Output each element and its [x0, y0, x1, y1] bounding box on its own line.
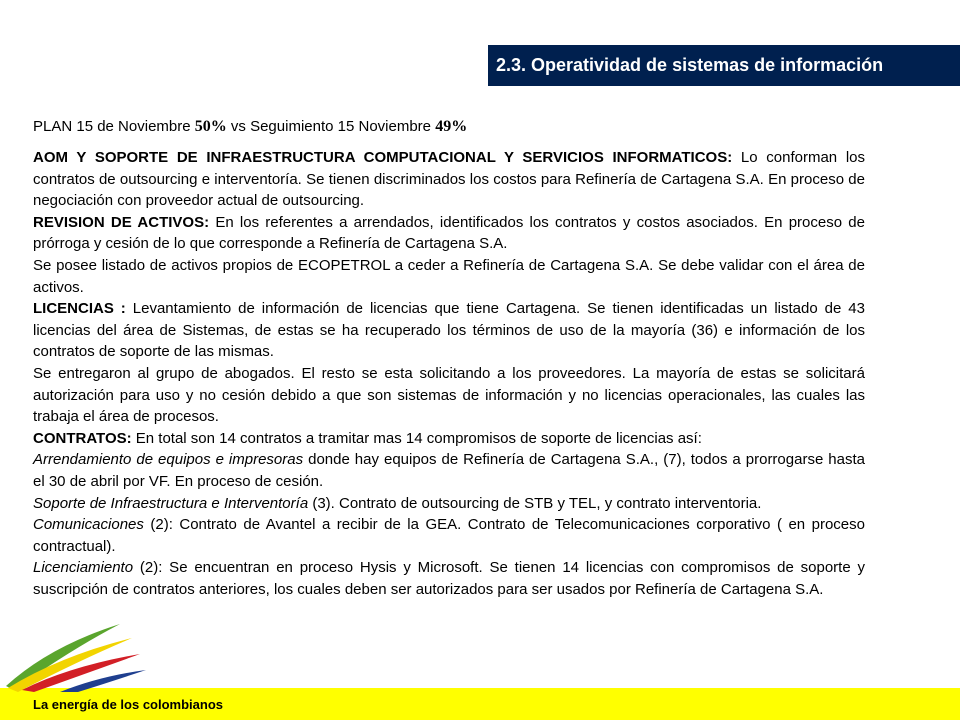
body-text	[33, 147, 865, 600]
abogados-paragraph	[33, 363, 865, 428]
aom-text: Lo conforman los contratos de outsourcing e interventoría. Se tienen discriminados los costos para Refinería de Cartagena S.A. En proceso de negociación con proveedor actual de outsourcing.	[33, 149, 866, 210]
revision-heading: REVISION DE ACTIVOS:	[33, 213, 210, 231]
ecopetrol-logo-icon	[0, 616, 150, 692]
seguimiento-percent: 49%	[435, 118, 468, 135]
soporte-label: Soporte de Infraestructura e Interventoría	[33, 494, 309, 512]
revision-paragraph	[33, 212, 865, 255]
licencias-heading: LICENCIAS :	[33, 300, 126, 318]
arrendamiento-text: donde hay equipos de Refinería de Cartagena S.A., (7), todos a prorrogarse hasta el 30 de abril por VF. En proceso de cesión.	[33, 451, 865, 490]
abogados-text: Se entregaron al grupo de abogados. El resto se esta solicitando a los proveedores. La mayoría de estas se solicitará autorización para uso y no cesión debido a que son sistemas de información y no licencias operacionales, las cuales las trabaja el área de procesos.	[33, 364, 865, 426]
footer-tagline: La energía de los colombianos	[33, 697, 223, 712]
activos-paragraph	[33, 255, 865, 298]
slide-title: 2.3. Operatividad de sistemas de información	[496, 55, 884, 75]
soporte-text: (3). Contrato de outsourcing de STB y TEL, y contrato interventoria.	[308, 494, 762, 512]
licencias-text: Levantamiento de información de licencias que tiene Cartagena. Se tienen identificadas un listado de 43 licencias del área de Sistemas, de estas se ha recuperado los términos de uso de la mayoría (36) e información de los contratos de soporte de las mismas.	[33, 300, 865, 361]
licenciamiento-label: Licenciamiento	[33, 559, 134, 577]
contratos-paragraph	[33, 428, 865, 450]
comunicaciones-label: Comunicaciones	[33, 516, 144, 534]
plan-prefix: PLAN 15 de Noviembre	[33, 118, 195, 135]
comunicaciones-paragraph	[33, 514, 865, 557]
plan-middle: vs Seguimiento 15 Noviembre	[226, 118, 436, 135]
aom-paragraph	[33, 147, 865, 212]
soporte-paragraph	[33, 493, 865, 515]
activos-text: Se posee listado de activos propios de ECOPETROL a ceder a Refinería de Cartagena S.A. Se debe validar con el área de activos.	[33, 256, 865, 296]
revision-text: En los referentes a arrendados, identificados los contratos y costos asociados. En proceso de prórroga y cesión de lo que corresponde a Refinería de Cartagena S.A.	[33, 213, 865, 253]
contratos-heading: CONTRATOS:	[33, 429, 132, 447]
footer-bar	[0, 688, 960, 720]
arrendamiento-label: Arrendamiento de equipos e impresoras	[33, 451, 304, 469]
aom-heading: AOM Y SOPORTE DE INFRAESTRUCTURA COMPUTACIONAL Y SERVICIOS INFORMATICOS:	[33, 149, 733, 166]
title-bar	[488, 45, 960, 86]
contratos-text: En total son 14 contratos a tramitar mas 14 compromisos de soporte de licencias así:	[131, 429, 702, 447]
arrendamiento-paragraph	[33, 449, 865, 492]
licenciamiento-text: (2): Se encuentran en proceso Hysis y Microsoft. Se tienen 14 licencias con compromisos de soporte y suscripción de contratos anteriores, los cuales deben ser autorizados para ser usados por Refinería de Cartagena S.A.	[33, 559, 865, 598]
licencias-paragraph	[33, 298, 865, 363]
plan-percent: 50%	[194, 118, 227, 135]
licenciamiento-paragraph	[33, 557, 865, 600]
comunicaciones-text: (2): Contrato de Avantel a recibir de la GEA. Contrato de Telecomunicaciones corporativo ( en proceso contractual).	[33, 516, 865, 555]
plan-line	[33, 118, 467, 136]
